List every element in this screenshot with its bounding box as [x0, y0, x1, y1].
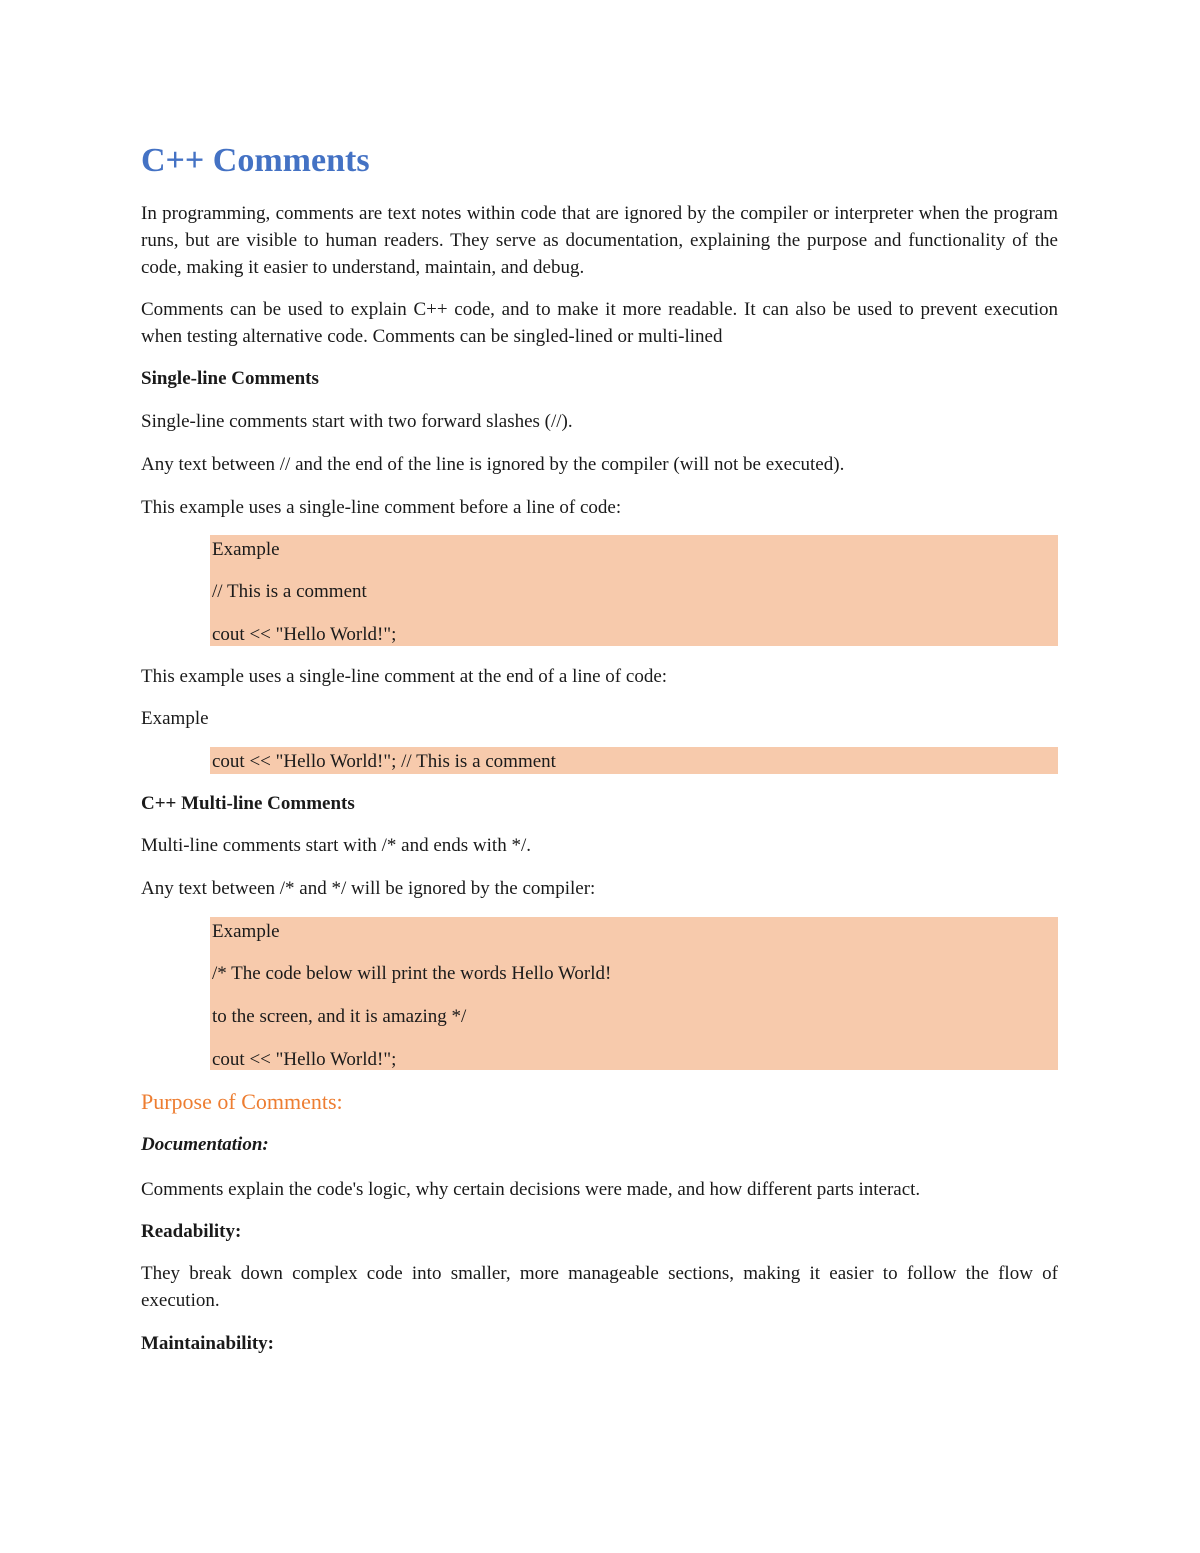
multi-line-heading: C++ Multi-line Comments	[141, 793, 355, 814]
code-example-2	[210, 747, 1058, 774]
intro-paragraph-2: Comments can be used to explain C++ code, and to make it more readable. It can also be used to prevent execution when testing alternative code. Comments can be singled-lined or multi-lined	[141, 299, 1058, 347]
code-example-3	[210, 917, 1058, 1070]
intro-paragraph-1: In programming, comments are text notes within code that are ignored by the compiler or interpreter when the program runs, but are visible to human readers. They serve as documentation, explaining the purpose and functionality of the code, making it easier to understand, maintain, and debug.	[141, 203, 1058, 278]
code-example-1	[210, 535, 1058, 646]
readability-heading: Readability:	[141, 1221, 242, 1242]
documentation-text: Comments explain the code's logic, why certain decisions were made, and how different parts interact.	[141, 1179, 921, 1200]
single-line-paragraph-3: This example uses a single-line comment before a line of code:	[141, 497, 622, 518]
purpose-heading: Purpose of Comments:	[141, 1089, 343, 1114]
code-line: cout << "Hello World!"; // This is a comment	[212, 751, 556, 772]
code-line: // This is a comment	[212, 581, 367, 602]
code-line: to the screen, and it is amazing */	[212, 1006, 467, 1027]
code-example-label: Example	[212, 539, 280, 560]
code-example-label: Example	[212, 921, 280, 942]
single-line-paragraph-4: This example uses a single-line comment at the end of a line of code:	[141, 666, 668, 687]
code-line: cout << "Hello World!";	[212, 1049, 397, 1070]
readability-text: They break down complex code into smaller, more manageable sections, making it easier to follow the flow of execution.	[141, 1263, 1058, 1311]
single-line-heading: Single-line Comments	[141, 368, 319, 389]
documentation-heading: Documentation:	[141, 1134, 269, 1155]
multi-line-paragraph-1: Multi-line comments start with /* and ends with */.	[141, 835, 531, 856]
multi-line-paragraph-2: Any text between /* and */ will be ignored by the compiler:	[141, 878, 596, 899]
maintainability-heading: Maintainability:	[141, 1333, 275, 1354]
single-line-paragraph-2: Any text between // and the end of the line is ignored by the compiler (will not be executed).	[141, 454, 845, 475]
code-line: cout << "Hello World!";	[212, 624, 397, 645]
code-line: /* The code below will print the words Hello World!	[212, 963, 612, 984]
single-line-paragraph-1: Single-line comments start with two forward slashes (//).	[141, 411, 573, 432]
page-title: C++ Comments	[141, 142, 370, 179]
example-label: Example	[141, 708, 209, 729]
